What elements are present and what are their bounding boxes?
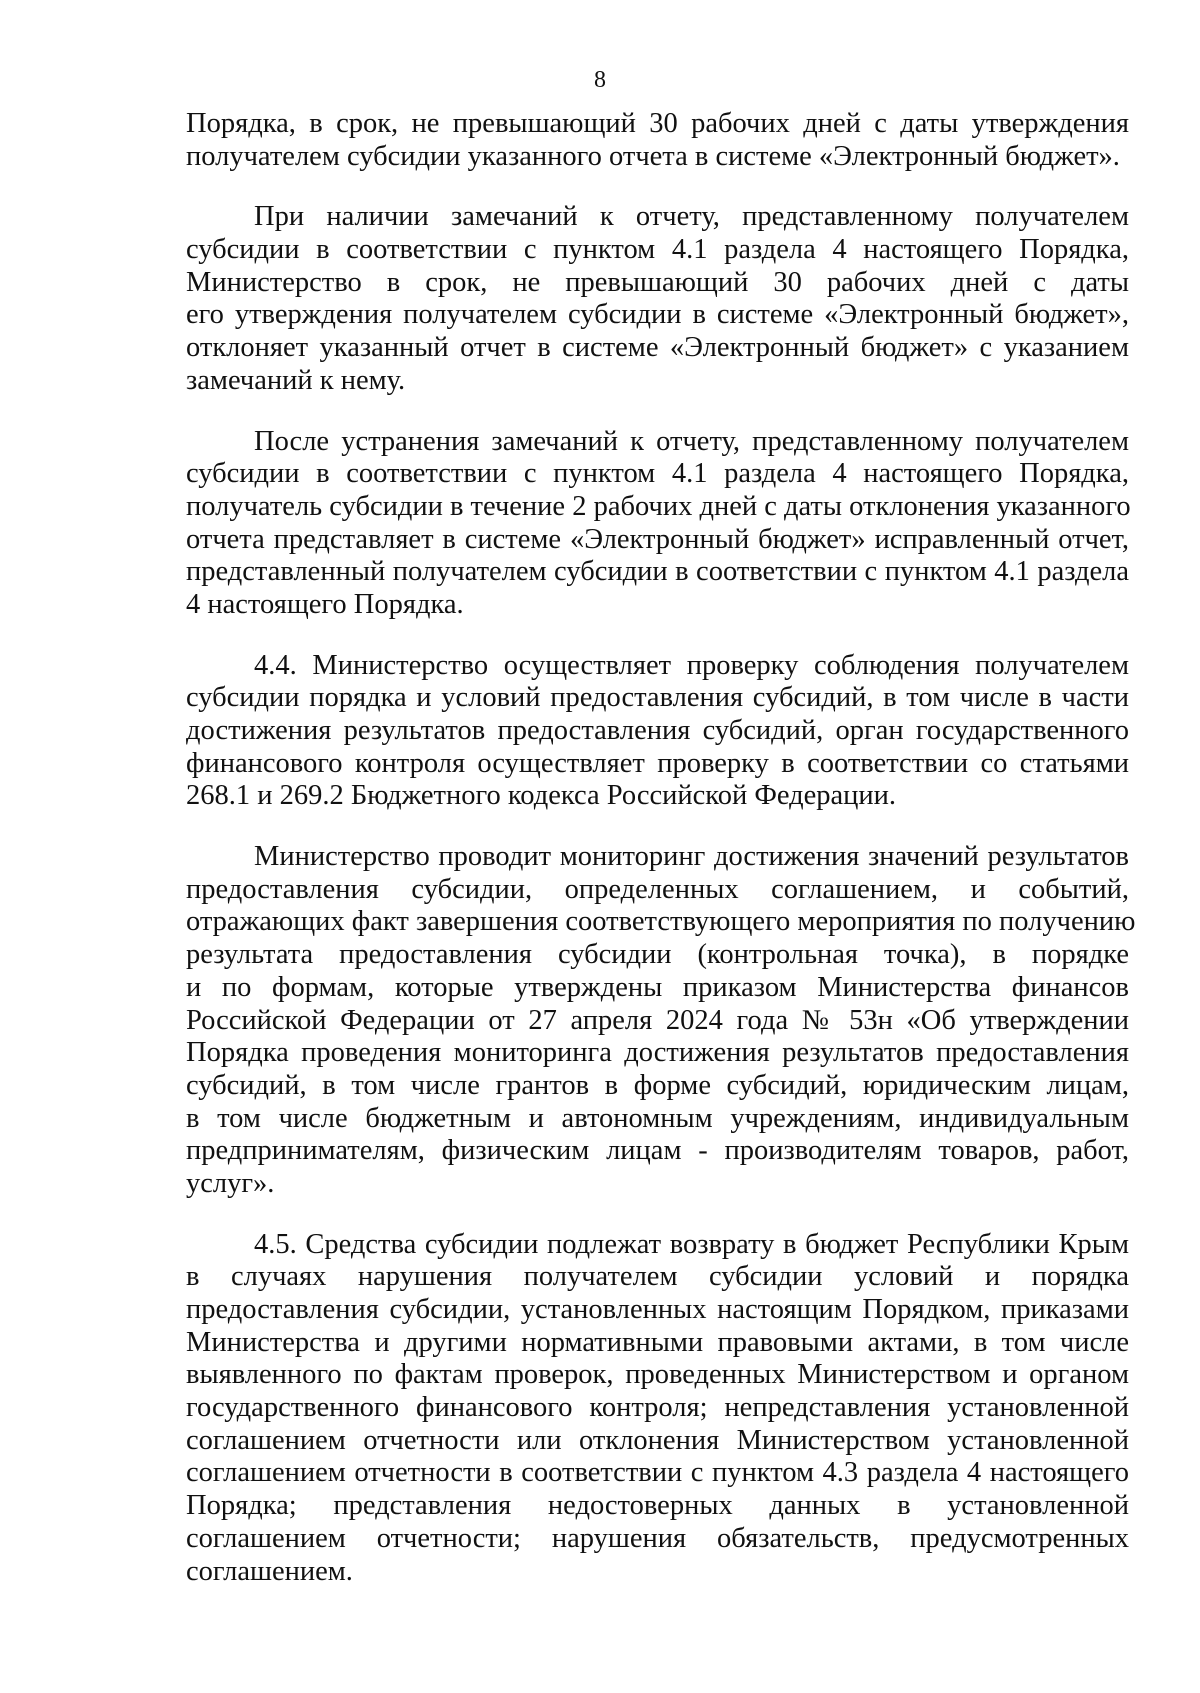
paragraph [186,650,1129,813]
text-line: предоставления субсидии, определенных соглашением, и событий, [186,873,1129,905]
paragraph [186,426,1129,622]
text-line: Министерство в срок, не превышающий 30 рабочих дней с даты [186,266,1129,298]
text-line: достижения результатов предоставления субсидий, орган государственного [186,715,1129,746]
text-line: Порядка, в срок, не превышающий 30 рабочих дней с даты утверждения [186,108,1129,139]
text-line: отклоняет указанный отчет в системе «Электронный бюджет» с указанием [186,332,1129,364]
text-line: представленный получателем субсидии в соответствии с пунктом 4.1 раздела [186,556,1129,588]
paragraph [186,841,1136,1201]
text-line: соглашением отчетности в соответствии с пунктом 4.3 раздела 4 настоящего [186,1457,1129,1489]
page-number: 8 [594,67,606,93]
text-line: субсидий, в том числе грантов в форме субсидий, юридическим лицам, [186,1069,1129,1101]
text-line: Российской Федерации от 27 апреля 2024 года № 53н «Об утверждении [186,1004,1129,1036]
document-body [186,108,1136,1616]
text-line: выявленного по фактам проверок, проведенных Министерством и органом [186,1359,1129,1391]
text-line: субсидии в соответствии с пунктом 4.1 раздела 4 настоящего Порядка, [186,458,1129,490]
text-line: получатель субсидии в течение 2 рабочих дней с даты отклонения указанного [186,490,1131,522]
text-line: 4.5. Средства субсидии подлежат возврату в бюджет Республики Крым [254,1228,1129,1260]
text-line: в случаях нарушения получателем субсидии условий и порядка [186,1261,1129,1293]
text-line: получателем субсидии указанного отчета в системе «Электронный бюджет». [186,140,1120,172]
text-line: 268.1 и 269.2 Бюджетного кодекса Российской Федерации. [186,780,897,812]
text-line: услуг». [186,1167,275,1199]
text-line: соглашением отчетности или отклонения Министерством установленной [186,1424,1129,1456]
text-line: соглашением. [186,1555,353,1587]
paragraph [186,108,1129,173]
text-line: и по формам, которые утверждены приказом Министерства финансов [186,971,1129,1003]
text-line: При наличии замечаний к отчету, представленному получателем [254,201,1129,233]
text-line: Порядка проведения мониторинга достижения результатов предоставления [186,1037,1129,1069]
text-line: 4.4. Министерство осуществляет проверку соблюдения получателем [254,649,1129,681]
text-line: Министерство проводит мониторинг достижения значений результатов [254,841,1129,873]
text-line: замечаний к нему. [186,364,406,396]
text-line: финансового контроля осуществляет проверку в соответствии со статьями [186,747,1129,779]
text-line: Министерства и другими нормативными правовыми актами, в том числе [186,1326,1129,1358]
text-line: предоставления субсидии, установленных настоящим Порядком, приказами [186,1294,1129,1325]
text-line: субсидии в соответствии с пунктом 4.1 раздела 4 настоящего Порядка, [186,234,1129,266]
text-line: После устранения замечаний к отчету, представленному получателем [254,425,1129,457]
text-line: Порядка; представления недостоверных данных в установленной [186,1490,1129,1522]
text-line: субсидии порядка и условий предоставления субсидий, в том числе в части [186,682,1129,714]
text-line: отчета представляет в системе «Электронный бюджет» исправленный отчет, [186,523,1129,555]
text-line: 4 настоящего Порядка. [186,588,464,620]
text-line: государственного финансового контроля; непредставления установленной [186,1392,1129,1424]
paragraph [186,201,1129,397]
text-line: соглашением отчетности; нарушения обязательств, предусмотренных [186,1522,1129,1554]
text-line: предпринимателям, физическим лицам - производителям товаров, работ, [186,1135,1129,1167]
text-line: отражающих факт завершения соответствующего мероприятия по получению [186,906,1136,938]
paragraph [186,1229,1129,1589]
text-line: в том числе бюджетным и автономным учреждениям, индивидуальным [186,1102,1129,1134]
text-line: результата предоставления субсидии (контрольная точка), в порядке [186,939,1129,971]
text-line: его утверждения получателем субсидии в системе «Электронный бюджет», [186,299,1129,331]
